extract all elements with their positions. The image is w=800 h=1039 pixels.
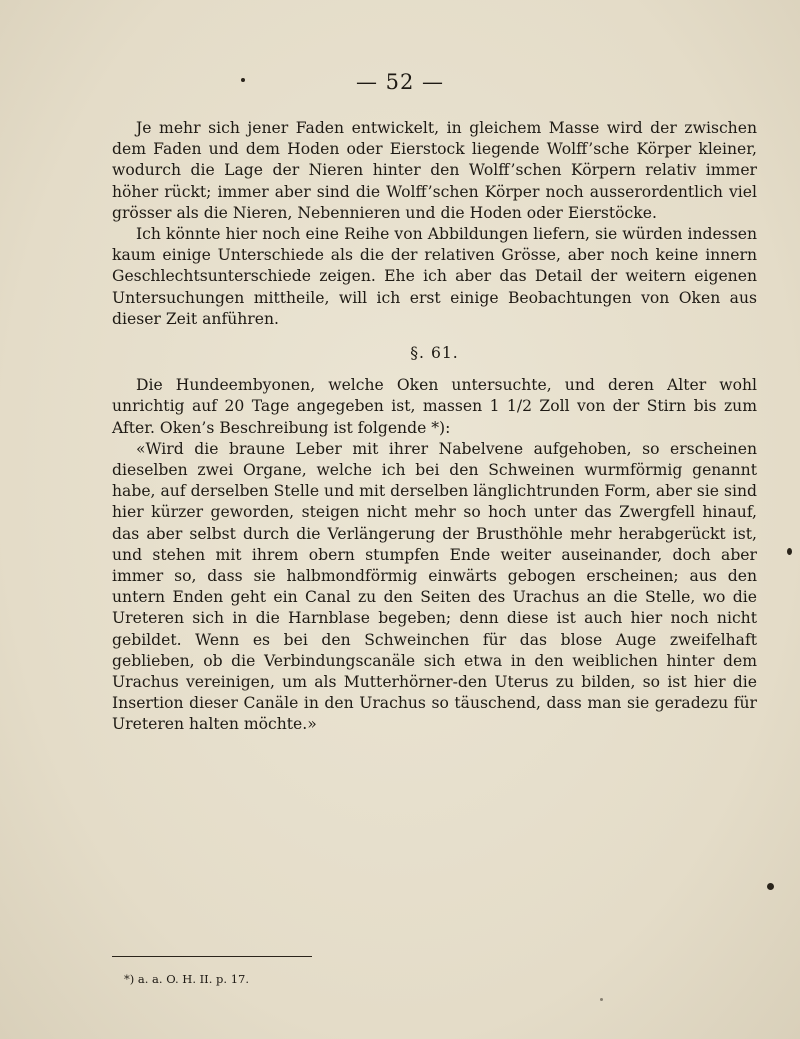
footnote-rule xyxy=(112,956,312,957)
paragraph: Je mehr sich jener Faden entwickelt, in gleichem Masse wird der zwischen dem Faden und dem Hoden oder Eierstock liegende Wolff’sche Körper kleiner, wodurch die Lage der Nieren hinter den Wolff’schen Körpern relativ immer höher rückt; immer aber sind die Wolff’schen Körper noch ausserordentlich viel grösser als die Nieren, Nebennieren und die Hoden oder Eierstöcke. xyxy=(112,119,757,222)
ink-spot xyxy=(600,998,603,1001)
section-heading: §. 61. xyxy=(410,344,459,363)
ink-spot xyxy=(787,548,792,555)
paragraph: «Wird die braune Leber mit ihrer Nabelvene aufgehoben, so erscheinen dieselben zwei Organe, welche ich bei den Schweinen wurmförmig genannt habe, auf derselben Stelle und mit derselben länglichtrunden Form, aber sie sind hier kürzer geworden, steigen nicht mehr so hoch unter das Zwergfell hinauf, das aber selbst durch die Verlängerung der Brusthöhle mehr herabgerückt ist, und stehen mit ihrem obern stumpfen Ende weiter auseinander, doch aber immer so, dass sie halbmondförmig einwärts gebogen erscheinen; aus den untern Enden geht ein Canal zu den Seiten des Urachus an die Stelle, wo die Ureteren sich in die Harnblase begeben; denn diese ist auch hier noch nicht gebildet. Wenn es bei den Schweinchen für das blose Auge zweifelhaft geblieben, ob die Verbindungscanäle sich etwa in den weiblichen hinter dem Urachus vereinigen, um als Mutterhörner-den Uterus zu bilden, so ist hier die Insertion dieser Canäle in den Urachus so täuschend, dass man sie geradezu für Ureteren halten möchte.» xyxy=(112,439,757,734)
page-number-header: — 52 — xyxy=(355,70,445,94)
body-text xyxy=(112,118,757,736)
ink-spot xyxy=(767,883,774,890)
ink-spot xyxy=(241,78,245,82)
footnote: *) a. a. O. H. II. p. 17. xyxy=(124,972,249,986)
paragraph: Ich könnte hier noch eine Reihe von Abbildungen liefern, sie würden indessen kaum einige Unterschiede als die der relativen Grösse, aber noch keine innern Geschlechtsunterschiede zeigen. Ehe ich aber das Detail der weitern eigenen Untersuchungen mittheile, will ich erst einige Beobachtungen von Oken aus dieser Zeit anführen. xyxy=(112,225,757,328)
paragraph: Die Hundeembyonen, welche Oken untersuchte, und deren Alter wohl unrichtig auf 20 Tage angegeben ist, massen 1 1/2 Zoll von der Stirn bis zum After. Oken’s Beschreibung ist folgende *): xyxy=(112,376,757,437)
